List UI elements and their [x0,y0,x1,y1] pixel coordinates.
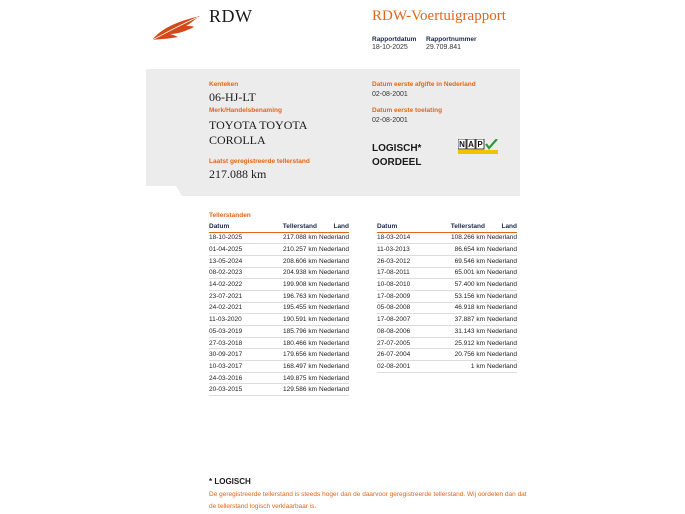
eerste-toelating-label: Datum eerste toelating [372,107,443,114]
table-row [377,255,517,267]
cell-tellerstand: 208.606 km [267,255,317,267]
cell-land: Nederland [317,337,349,349]
cell-tellerstand: 65.001 km [435,267,485,279]
cell-land: Nederland [317,290,349,302]
cell-land: Nederland [317,384,349,396]
cell-datum: 10-03-2017 [209,361,267,373]
cell-datum: 17-08-2011 [377,267,435,279]
report-title: RDW-Voertuigrapport [372,8,506,24]
cell-datum: 17-08-2007 [377,314,435,326]
col-land: Land [317,222,349,232]
vehicle-summary-panel [146,69,520,196]
cell-datum: 26-07-2004 [377,349,435,361]
cell-datum: 11-03-2013 [377,244,435,256]
table-row [377,244,517,256]
table-row [209,244,349,256]
cell-tellerstand: 180.466 km [267,337,317,349]
table-row [209,326,349,338]
table-row [209,337,349,349]
cell-tellerstand: 20.756 km [435,349,485,361]
cell-datum: 08-02-2023 [209,267,267,279]
cell-tellerstand: 86.654 km [435,244,485,256]
cell-land: Nederland [485,267,517,279]
cell-land: Nederland [317,244,349,256]
nap-logo-icon [458,139,498,155]
cell-tellerstand: 190.591 km [267,314,317,326]
cell-tellerstand: 31.143 km [435,326,485,338]
cell-tellerstand: 37.887 km [435,314,485,326]
oordeel-line1: LOGISCH* [372,143,422,154]
kenteken-value: 06-HJ-LT [209,90,256,104]
cell-datum: 26-03-2012 [377,255,435,267]
col-land: Land [485,222,517,232]
cell-tellerstand: 108.266 km [435,232,485,244]
cell-tellerstand: 69.546 km [435,255,485,267]
col-tellerstand: Tellerstand [267,222,317,232]
cell-tellerstand: 168.497 km [267,361,317,373]
eerste-afgifte-label: Datum eerste afgifte in Nederland [372,81,476,88]
table-row [209,255,349,267]
cell-tellerstand: 196.763 km [267,290,317,302]
cell-tellerstand: 199.908 km [267,279,317,291]
table-row [209,349,349,361]
table-header-row [377,222,517,232]
table-row [377,267,517,279]
cell-tellerstand: 179.656 km [267,349,317,361]
cell-datum: 14-02-2022 [209,279,267,291]
cell-tellerstand: 210.257 km [267,244,317,256]
oordeel-verdict [372,142,421,170]
cell-land: Nederland [317,267,349,279]
cell-tellerstand: 46.918 km [435,302,485,314]
rapportnummer-value: 29.709.841 [426,44,462,51]
cell-land: Nederland [317,279,349,291]
cell-tellerstand: 53.156 km [435,290,485,302]
cell-tellerstand: 57.400 km [435,279,485,291]
table-row [377,361,517,373]
table-row [209,372,349,384]
table-header-row [209,222,349,232]
footnote-text: De geregistreerde tellerstand is steeds hoger dan de daarvoor geregistreerde tellerstand. Wij oordelen dan dat de tellerstand logisch verklaarbaar is. [209,491,527,510]
cell-land: Nederland [485,255,517,267]
tellerstanden-table-left [209,222,349,396]
cell-land: Nederland [317,349,349,361]
cell-land: Nederland [485,314,517,326]
cell-land: Nederland [317,361,349,373]
tellerstand-label: Laatst geregistreerde tellerstand [209,158,310,165]
eerste-afgifte-value: 02-08-2001 [372,91,408,98]
tellerstanden-table-right [377,222,517,373]
svg-text:P: P [477,140,483,149]
cell-datum: 18-10-2025 [209,232,267,244]
cell-datum: 30-09-2017 [209,349,267,361]
rapportdatum-value: 18-10-2025 [372,44,408,51]
cell-land: Nederland [485,337,517,349]
cell-land: Nederland [485,349,517,361]
table-row [377,337,517,349]
cell-datum: 20-03-2015 [209,384,267,396]
cell-datum: 11-03-2020 [209,314,267,326]
cell-land: Nederland [485,232,517,244]
cell-land: Nederland [485,326,517,338]
cell-datum: 17-08-2009 [377,290,435,302]
cell-datum: 27-07-2005 [377,337,435,349]
table-row [209,361,349,373]
cell-land: Nederland [317,372,349,384]
cell-land: Nederland [317,255,349,267]
eerste-toelating-value: 02-08-2001 [372,117,408,124]
cell-land: Nederland [317,314,349,326]
cell-tellerstand: 129.586 km [267,384,317,396]
cell-tellerstand: 25.912 km [435,337,485,349]
footnote-title: * LOGISCH [209,477,251,486]
rapportdatum-label: Rapportdatum [372,36,417,43]
cell-land: Nederland [485,302,517,314]
tellerstanden-title: Tellerstanden [209,212,251,219]
cell-land: Nederland [485,279,517,291]
cell-datum: 18-03-2014 [377,232,435,244]
table-row [209,279,349,291]
table-row [209,302,349,314]
table-row [377,290,517,302]
cell-land: Nederland [317,232,349,244]
cell-land: Nederland [485,361,517,373]
cell-datum: 23-07-2021 [209,290,267,302]
cell-land: Nederland [317,302,349,314]
svg-text:A: A [468,140,474,149]
table-row [209,314,349,326]
cell-tellerstand: 204.938 km [267,267,317,279]
table-row [377,349,517,361]
cell-tellerstand: 149.875 km [267,372,317,384]
rdw-feather-logo-icon [150,14,202,42]
table-row [377,279,517,291]
table-row [209,232,349,244]
col-datum: Datum [377,222,435,232]
cell-tellerstand: 195.455 km [267,302,317,314]
table-row [209,290,349,302]
oordeel-line2: OORDEEL [372,157,422,168]
cell-datum: 10-08-2010 [377,279,435,291]
cell-tellerstand: 1 km [435,361,485,373]
cell-datum: 13-05-2024 [209,255,267,267]
merk-value-line1: TOYOTA TOYOTA [209,118,308,132]
table-row [377,302,517,314]
cell-datum: 24-02-2021 [209,302,267,314]
cell-datum: 05-08-2008 [377,302,435,314]
col-datum: Datum [209,222,267,232]
table-row [377,232,517,244]
col-tellerstand: Tellerstand [435,222,485,232]
table-row [209,267,349,279]
merk-label: Merk/Handelsbenaming [209,107,282,114]
svg-text:N: N [459,140,465,149]
table-row [209,384,349,396]
cell-datum: 24-03-2016 [209,372,267,384]
cell-datum: 27-03-2018 [209,337,267,349]
cell-land: Nederland [485,244,517,256]
cell-datum: 01-04-2025 [209,244,267,256]
cell-datum: 08-08-2006 [377,326,435,338]
cell-datum: 05-03-2019 [209,326,267,338]
cell-land: Nederland [317,326,349,338]
tellerstand-value: 217.088 km [209,167,267,181]
cell-land: Nederland [485,290,517,302]
cell-tellerstand: 185.796 km [267,326,317,338]
rapportnummer-label: Rapportnummer [426,36,477,43]
merk-value-line2: COROLLA [209,133,266,147]
table-row [377,326,517,338]
kenteken-label: Kenteken [209,81,239,88]
cell-tellerstand: 217.088 km [267,232,317,244]
cell-datum: 02-08-2001 [377,361,435,373]
table-row [377,314,517,326]
brand-name: RDW [209,6,253,26]
